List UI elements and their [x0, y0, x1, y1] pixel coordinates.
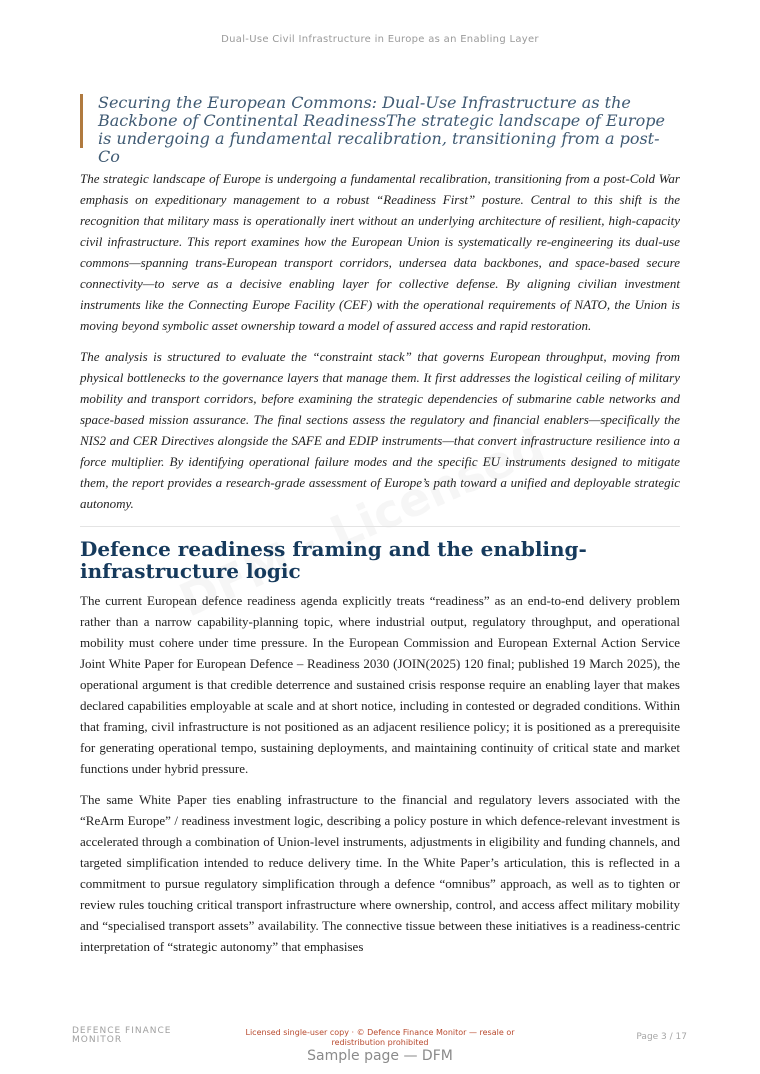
abstract-paragraph: The strategic landscape of Europe is undergoing a fundamental recalibration, transitioning from a post-Cold War emphasis on expeditionary management to a robust “Readiness First” posture. Central to this shift is the recognition that military mass is operationally inert without an underlying architecture of resilient, high-capacity civil infrastructure. This report examines how the European Union is systematically re-engineering its dual-use commons—spanning trans-European transport corridors, undersea data backbones, and space-based secure connectivity—to serve as a decisive enabling layer for collective defense. By aligning civilian investment instruments like the Connecting Europe Facility (CEF) with the operational requirements of NATO, the Union is moving beyond symbolic asset ownership toward a model of assured access and rapid restoration.: [80, 171, 680, 333]
running-header: Dual-Use Civil Infrastructure in Europe as an Enabling Layer: [221, 34, 539, 45]
footer-brand: [72, 1027, 192, 1045]
sample-label: Sample page — DFM: [307, 1048, 453, 1064]
section-divider: [80, 526, 680, 527]
page-number: Page 3 / 17: [636, 1032, 687, 1042]
body-paragraph: The same White Paper ties enabling infrastructure to the financial and regulatory levers associated with the “ReArm Europe” / readiness investment logic, describing a policy posture in which defence-relevant investment is accelerated through a combination of Union-level instruments, adjustments in eligibility and funding channels, and targeted simplification intended to reduce delivery time. In the White Paper’s articulation, this is reflected in a commitment to pursue regulatory simplification through a defence “omnibus” approach, as well as to tighten or review rules touching critical transport infrastructure where ownership, control, and access affect military mobility and “specialised transport assets” availability. The connective tissue between these initiatives is a readiness-centric interpretation of “strategic autonomy” that emphasises: [80, 792, 680, 954]
section-heading: Defence readiness framing and the enabling-infrastructure logic: [80, 537, 587, 583]
footer-license-notice: Licensed single-user copy · © Defence Finance Monitor — resale or redistribution prohibited: [245, 1028, 515, 1047]
abstract-paragraph: The analysis is structured to evaluate the “constraint stack” that governs European throughput, moving from physical bottlenecks to the governance layers that manage them. It first addresses the logistical ceiling of military mobility and transport corridors, before examining the strategic dependencies of submarine cable networks and space-based mission assurance. The final sections assess the regulatory and financial enablers—specifically the NIS2 and CER Directives alongside the SAFE and EDIP instruments—that convert infrastructure resilience into a force multiplier. By identifying operational failure modes and the specific EU instruments designed to mitigate them, the report provides a research-grade assessment of Europe’s path toward a unified and deployable strategic autonomy.: [80, 349, 680, 511]
section-body: [80, 590, 680, 957]
footer-brand-line: MONITOR: [72, 1035, 123, 1045]
main-content: [80, 168, 680, 967]
abstract: [80, 168, 680, 514]
pull-quote: Securing the European Commons: Dual-Use Infrastructure as the Backbone of Continental ReadinessThe strategic landscape of Europe is undergoing a fundamental recalibration, transitioning from a post-Co: [80, 94, 680, 148]
body-paragraph: The current European defence readiness agenda explicitly treats “readiness” as an end-to-end delivery problem rather than a narrow capability-planning topic, where industrial output, regulatory throughput, and operational mobility must cohere under time pressure. In the European Commission and European External Action Service Joint White Paper for European Defence – Readiness 2030 (JOIN(2025) 120 final; published 19 March 2025), the operational argument is that credible deterrence and sustained crisis response require an enabling layer that makes declared capabilities employable at scale and at short notice, including in contested or degraded conditions. Within that framing, civil infrastructure is not positioned as an adjacent resilience policy; it is positioned as a prerequisite for generating operational tempo, sustaining deployments, and maintaining continuity of critical state and market functions under hybrid pressure.: [80, 593, 680, 776]
footer-brand-line: DEFENCE FINANCE: [72, 1026, 172, 1036]
